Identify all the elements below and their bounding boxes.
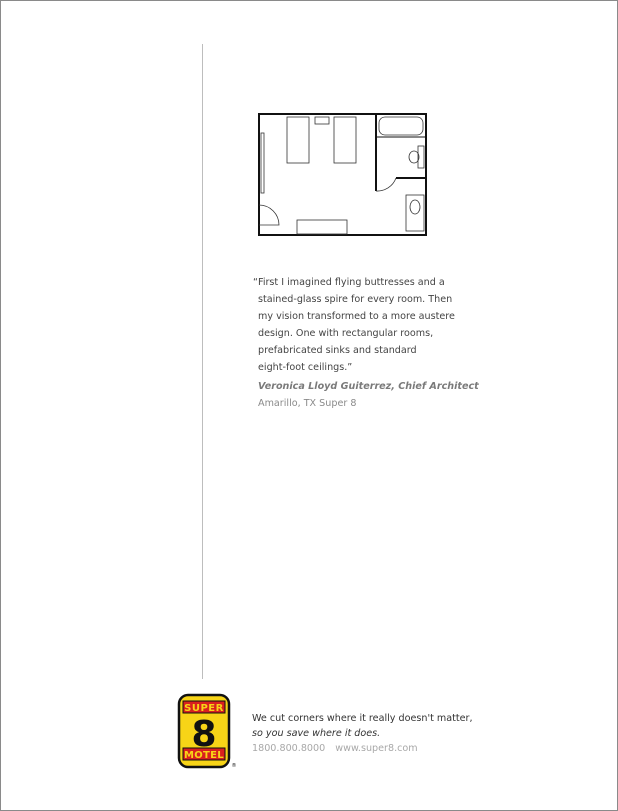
logo-number: 8 (191, 714, 217, 755)
floor-plan-illustration (258, 113, 428, 237)
bathroom-door (376, 178, 396, 191)
bed-left (287, 117, 309, 163)
super8-motel-logo (177, 693, 239, 771)
vertical-divider (202, 44, 203, 679)
quote-block (253, 274, 483, 376)
entry-door (259, 205, 279, 225)
phone-number: 1800.800.8000 (252, 743, 326, 754)
nightstand (315, 117, 329, 124)
attribution-location: Amarillo, TX Super 8 (258, 398, 357, 409)
footer-tagline (252, 711, 473, 756)
quote-line: stained-glass spire for every room. Then (258, 294, 453, 305)
attribution-name: Veronica Lloyd Guiterrez, Chief Architect (258, 381, 479, 392)
quote-open-mark: “ (253, 277, 258, 288)
quote-line: eight-foot ceilings.” (258, 362, 353, 373)
outer-walls (259, 114, 426, 235)
quote-line: First I imagined flying buttresses and a (258, 277, 445, 288)
closet (261, 133, 264, 193)
sink (410, 200, 420, 214)
contact-line (252, 741, 473, 756)
desk (297, 220, 347, 234)
quote-line: my vision transformed to a more austere (258, 311, 455, 322)
logo-registered-mark: ® (231, 763, 237, 769)
tagline-line-1: We cut corners where it really doesn't matter, (252, 713, 473, 724)
bed-right (334, 117, 356, 163)
quote-line: prefabricated sinks and standard (258, 345, 417, 356)
tagline-line-2: so you save where it does. (252, 728, 381, 739)
logo-bottom-text: MOTEL (184, 750, 224, 761)
website-link[interactable]: www.super8.com (335, 743, 418, 754)
logo-top-text: SUPER (184, 703, 224, 714)
bathtub (379, 117, 423, 135)
quote-line: design. One with rectangular rooms, (258, 328, 434, 339)
toilet-bowl (409, 151, 419, 163)
